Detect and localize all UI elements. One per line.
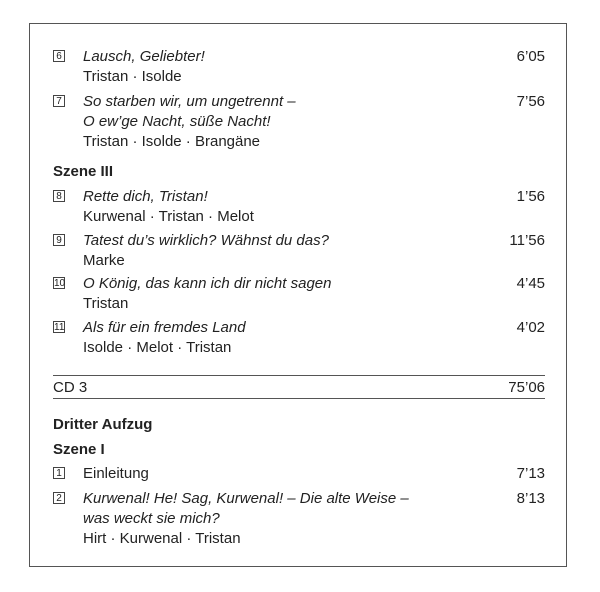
track-title: O König, das kann ich dir nicht sagen — [83, 275, 332, 292]
track-cast: Marke — [83, 252, 125, 269]
track-title: Einleitung — [83, 465, 149, 482]
track-number: 2 — [53, 492, 65, 504]
track-duration: 4’02 — [516, 319, 545, 336]
track-title: Lausch, Geliebter! — [83, 48, 205, 65]
track-cast: Tristan · Isolde — [83, 68, 182, 85]
track-duration: 7’13 — [516, 465, 545, 482]
track-duration: 7’56 — [516, 93, 545, 110]
track-number: 9 — [53, 234, 65, 246]
track-cast: Tristan — [83, 295, 129, 312]
track-duration: 1’56 — [516, 188, 545, 205]
track-duration: 11’56 — [509, 232, 545, 249]
track-number: 11 — [54, 322, 65, 333]
cd-rule-bottom — [53, 398, 545, 399]
cd-label: CD 3 — [53, 379, 88, 396]
track-cast: Kurwenal · Tristan · Melot — [83, 208, 254, 225]
track-number: 1 — [53, 467, 65, 479]
track-number: 8 — [53, 190, 65, 202]
track-title: O ew’ge Nacht, süße Nacht! — [83, 113, 271, 130]
cd-rule-top — [53, 375, 545, 376]
track-cast: Hirt · Kurwenal · Tristan — [83, 530, 241, 547]
track-title: was weckt sie mich? — [83, 510, 220, 527]
act-heading: Dritter Aufzug — [53, 416, 153, 433]
track-title: Kurwenal! He! Sag, Kurwenal! – Die alte Weise – — [83, 490, 409, 507]
cd-total-time: 75’06 — [508, 379, 545, 396]
track-duration: 4’45 — [516, 275, 545, 292]
track-title: So starben wir, um ungetrennt – — [83, 93, 296, 110]
track-title: Tatest du’s wirklich? Wähnst du das? — [83, 232, 329, 249]
track-cast: Isolde · Melot · Tristan — [83, 339, 232, 356]
track-duration: 8’13 — [516, 490, 545, 507]
track-title: Rette dich, Tristan! — [83, 188, 208, 205]
track-number: 6 — [53, 50, 65, 62]
track-cast: Tristan · Isolde · Brangäne — [83, 133, 261, 150]
track-title: Als für ein fremdes Land — [83, 319, 246, 336]
track-duration: 6’05 — [516, 48, 545, 65]
track-number: 10 — [54, 278, 66, 289]
track-number: 7 — [53, 95, 65, 107]
scene-heading-1: Szene I — [53, 441, 105, 458]
scene-heading-3: Szene III — [53, 163, 114, 180]
